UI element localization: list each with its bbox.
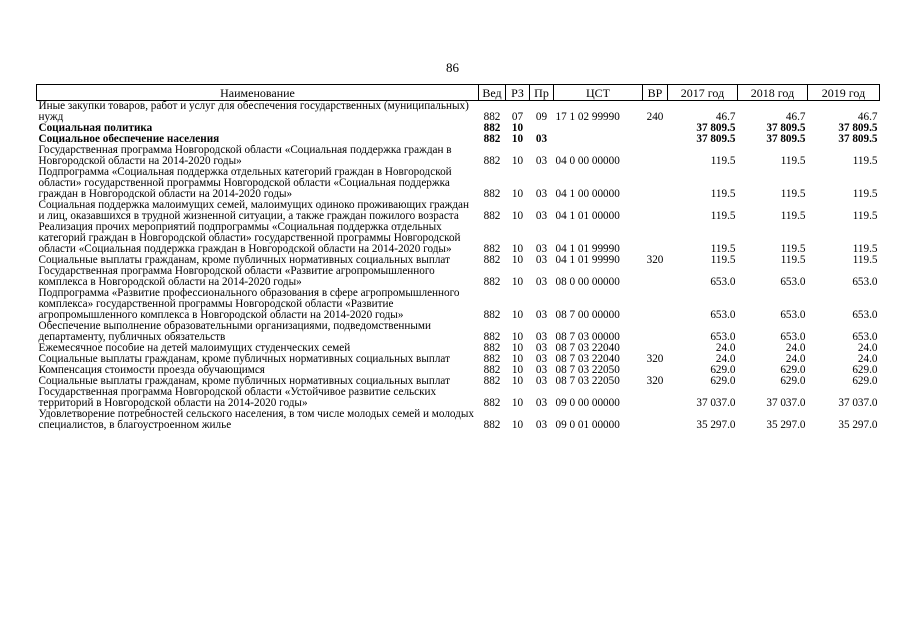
header-cst: ЦСТ	[554, 85, 643, 101]
cell-cst: 04 1 01 99990	[555, 255, 620, 266]
cell-rz: 10	[511, 255, 524, 266]
cell-name: Социальная политика	[38, 123, 153, 134]
cell-vr	[643, 167, 668, 200]
cell-name: Социальная поддержка малоимущих семей, малоимущих одиноко проживающих граждан и лиц, оказавшихся в трудной жизненной ситуации, а также граждан пожилого возраста	[38, 200, 469, 222]
cell-2018: 119.5	[780, 243, 806, 255]
cell-pr: 03	[535, 365, 548, 376]
cell-rz: 07	[511, 111, 524, 123]
cell-2018: 37 809.5	[766, 134, 806, 145]
cell-cst: 04 1 00 00000	[555, 188, 620, 200]
cell-rz: 10	[511, 188, 524, 200]
cell-vr: 320	[646, 376, 664, 387]
cell-name: Обеспечение выполнение образовательными организациями, подведомственными департаменту, публичных обязательств	[38, 321, 431, 343]
cell-cst: 08 7 03 00000	[555, 331, 620, 343]
cell-pr	[530, 123, 554, 134]
cell-pr: 03	[535, 309, 548, 321]
cell-2019: 119.5	[852, 210, 878, 222]
cell-rz: 10	[511, 309, 524, 321]
table-row	[37, 365, 880, 376]
cell-2017: 35 297.0	[696, 419, 736, 431]
cell-2019: 653.0	[852, 309, 878, 321]
cell-2017: 119.5	[710, 255, 736, 266]
table-row	[37, 321, 880, 343]
cell-ved: 882	[483, 134, 501, 145]
cell-rz: 10	[511, 276, 524, 288]
cell-2018: 37 037.0	[766, 397, 806, 409]
cell-cst: 17 1 02 99990	[555, 111, 620, 123]
cell-vr	[643, 266, 668, 288]
cell-2017: 119.5	[710, 210, 736, 222]
cell-name: Государственная программа Новгородской области «Устойчивое развитие сельских территорий в Новгородской области на 2014-2020 годы»	[38, 387, 437, 409]
header-2019: 2019 год	[808, 85, 880, 101]
cell-2017: 119.5	[710, 155, 736, 167]
cell-vr	[643, 200, 668, 222]
table-row	[37, 255, 880, 266]
cell-cst: 08 7 03 22050	[555, 365, 620, 376]
cell-2019: 37 809.5	[838, 123, 878, 134]
cell-cst: 04 1 01 00000	[555, 210, 620, 222]
cell-cst: 08 7 00 00000	[555, 309, 620, 321]
header-pr: Пр	[530, 85, 554, 101]
cell-name: Социальные выплаты гражданам, кроме публичных нормативных социальных выплат	[38, 376, 450, 387]
cell-vr	[643, 222, 668, 255]
cell-2019: 119.5	[852, 255, 878, 266]
cell-2019: 24.0	[857, 343, 878, 354]
cell-2017: 37 809.5	[696, 134, 736, 145]
table-row	[37, 222, 880, 255]
table-row	[37, 409, 880, 431]
cell-vr	[643, 321, 668, 343]
cell-cst: 08 7 03 22040	[555, 343, 620, 354]
cell-2019: 37 037.0	[838, 397, 878, 409]
cell-pr: 03	[535, 155, 548, 167]
cell-vr	[643, 145, 668, 167]
cell-2018: 46.7	[785, 111, 806, 123]
cell-2017: 24.0	[715, 354, 736, 365]
cell-cst	[554, 134, 643, 145]
cell-2019: 653.0	[852, 276, 878, 288]
cell-name: Компенсация стоимости проезда обучающимся	[38, 365, 265, 376]
cell-2019: 37 809.5	[838, 134, 878, 145]
cell-pr: 03	[535, 331, 548, 343]
cell-2018: 119.5	[780, 255, 806, 266]
cell-name: Удовлетворение потребностей сельского населения, в том числе молодых семей и молодых специалистов, в благоустроенном жилье	[38, 409, 474, 431]
cell-rz: 10	[511, 210, 524, 222]
cell-pr: 03	[535, 419, 548, 431]
table-row	[37, 288, 880, 321]
cell-vr	[643, 365, 668, 376]
cell-2017: 629.0	[710, 365, 736, 376]
cell-rz: 10	[511, 376, 524, 387]
cell-2019: 119.5	[852, 155, 878, 167]
cell-2018: 35 297.0	[766, 419, 806, 431]
cell-cst: 08 0 00 00000	[555, 276, 620, 288]
cell-2018: 24.0	[785, 354, 806, 365]
cell-rz: 10	[511, 419, 524, 431]
cell-pr: 03	[535, 343, 548, 354]
cell-ved: 882	[483, 309, 501, 321]
cell-2017: 119.5	[710, 188, 736, 200]
cell-name: Социальное обеспечение населения	[38, 134, 220, 145]
cell-ved: 882	[483, 210, 501, 222]
cell-vr	[643, 134, 668, 145]
cell-2019: 653.0	[852, 331, 878, 343]
cell-rz: 10	[511, 331, 524, 343]
table-row	[37, 266, 880, 288]
cell-ved: 882	[483, 331, 501, 343]
cell-cst: 09 0 01 00000	[555, 419, 620, 431]
header-name: Наименование	[37, 85, 479, 101]
cell-cst: 04 1 01 99990	[555, 243, 620, 255]
cell-2018: 119.5	[780, 188, 806, 200]
cell-name: Реализация прочих мероприятий подпрограммы «Социальная поддержка отдельных категорий граждан в Новгородской области» государственной программы Новгородской области «Социальная поддержка граждан в Новгородской области на 2014-2020 годы»	[38, 222, 461, 255]
cell-2019: 119.5	[852, 188, 878, 200]
cell-pr: 03	[535, 188, 548, 200]
cell-2017: 119.5	[710, 243, 736, 255]
cell-ved: 882	[483, 123, 501, 134]
cell-pr: 03	[535, 134, 548, 145]
cell-rz: 10	[511, 123, 524, 134]
header-ved: Вед	[479, 85, 506, 101]
cell-ved: 882	[483, 354, 501, 365]
cell-ved: 882	[483, 188, 501, 200]
cell-2017: 653.0	[710, 309, 736, 321]
table-header-row	[37, 85, 880, 101]
cell-name: Подпрограмма «Социальная поддержка отдельных категорий граждан в Новгородской области» государственной программы Новгородской области «Социальная поддержка граждан в Новгородской области на 2014-2020 годы»	[38, 167, 452, 200]
cell-rz: 10	[511, 155, 524, 167]
cell-name: Государственная программа Новгородской области «Развитие агропромышленного комплекса в Новгородской области на 2014-2020 годы»	[38, 266, 435, 288]
cell-2018: 653.0	[780, 276, 806, 288]
cell-ved: 882	[483, 255, 501, 266]
cell-name: Иные закупки товаров, работ и услуг для обеспечения государственных (муниципальных) нужд	[38, 100, 469, 123]
cell-vr	[643, 288, 668, 321]
cell-vr	[643, 343, 668, 354]
table-row	[37, 167, 880, 200]
table-row	[37, 134, 880, 145]
cell-2019: 119.5	[852, 243, 878, 255]
header-rz: РЗ	[506, 85, 530, 101]
cell-ved: 882	[483, 397, 501, 409]
cell-name: Государственная программа Новгородской области «Социальная поддержка граждан в Новгородской области на 2014-2020 годы»	[38, 145, 452, 167]
table-row	[37, 343, 880, 354]
cell-vr: 240	[646, 111, 664, 123]
budget-table	[36, 84, 880, 431]
cell-name: Социальные выплаты гражданам, кроме публичных нормативных социальных выплат	[38, 354, 450, 365]
cell-vr	[643, 409, 668, 431]
cell-pr: 03	[535, 354, 548, 365]
cell-2019: 629.0	[852, 365, 878, 376]
cell-2017: 46.7	[715, 111, 736, 123]
cell-name: Социальные выплаты гражданам, кроме публичных нормативных социальных выплат	[38, 255, 450, 266]
table-body	[37, 101, 880, 432]
table-row	[37, 123, 880, 134]
cell-2018: 629.0	[780, 376, 806, 387]
cell-name: Подпрограмма «Развитие профессионального образования в сфере агропромышленного комплекса» государственной программы Новгородской области «Развитие агропромышленного комплекса в Новгородской области на 2014-2020 годы»	[38, 288, 460, 321]
cell-pr: 03	[535, 255, 548, 266]
cell-cst: 08 7 03 22040	[555, 354, 620, 365]
cell-pr: 03	[535, 376, 548, 387]
cell-ved: 882	[483, 111, 501, 123]
cell-vr: 320	[646, 354, 664, 365]
cell-rz: 10	[511, 343, 524, 354]
cell-2018: 653.0	[780, 331, 806, 343]
cell-pr: 03	[535, 276, 548, 288]
cell-vr	[643, 123, 668, 134]
cell-2017: 37 809.5	[696, 123, 736, 134]
cell-ved: 882	[483, 343, 501, 354]
header-2017: 2017 год	[668, 85, 738, 101]
cell-rz: 10	[511, 365, 524, 376]
cell-rz: 10	[511, 397, 524, 409]
cell-ved: 882	[483, 376, 501, 387]
cell-cst: 08 7 03 22050	[555, 376, 620, 387]
cell-2018: 24.0	[785, 343, 806, 354]
cell-pr: 03	[535, 210, 548, 222]
cell-2017: 37 037.0	[696, 397, 736, 409]
header-vr: ВР	[643, 85, 668, 101]
page-number: 86	[446, 60, 459, 75]
cell-2019: 24.0	[857, 354, 878, 365]
cell-vr: 320	[646, 255, 664, 266]
cell-2017: 629.0	[710, 376, 736, 387]
cell-pr: 09	[535, 111, 548, 123]
cell-pr: 03	[535, 397, 548, 409]
cell-ved: 882	[483, 243, 501, 255]
table-row	[37, 101, 880, 124]
cell-2018: 653.0	[780, 309, 806, 321]
cell-ved: 882	[483, 419, 501, 431]
cell-2017: 24.0	[715, 343, 736, 354]
cell-2018: 37 809.5	[766, 123, 806, 134]
header-2018: 2018 год	[738, 85, 808, 101]
cell-rz: 10	[511, 134, 524, 145]
cell-ved: 882	[483, 365, 501, 376]
cell-2018: 119.5	[780, 155, 806, 167]
cell-cst	[554, 123, 643, 134]
table-row	[37, 354, 880, 365]
cell-rz: 10	[511, 243, 524, 255]
cell-vr	[643, 387, 668, 409]
cell-2017: 653.0	[710, 276, 736, 288]
cell-2019: 35 297.0	[838, 419, 878, 431]
cell-name: Ежемесячное пособие на детей малоимущих студенческих семей	[38, 343, 351, 354]
cell-2018: 119.5	[780, 210, 806, 222]
cell-2018: 629.0	[780, 365, 806, 376]
cell-cst: 09 0 00 00000	[555, 397, 620, 409]
cell-ved: 882	[483, 276, 501, 288]
table-row	[37, 145, 880, 167]
cell-2017: 653.0	[710, 331, 736, 343]
table-row	[37, 200, 880, 222]
cell-pr: 03	[535, 243, 548, 255]
table-row	[37, 387, 880, 409]
table-row	[37, 376, 880, 387]
cell-cst: 04 0 00 00000	[555, 155, 620, 167]
cell-2019: 629.0	[852, 376, 878, 387]
cell-ved: 882	[483, 155, 501, 167]
cell-2019: 46.7	[857, 111, 878, 123]
cell-rz: 10	[511, 354, 524, 365]
